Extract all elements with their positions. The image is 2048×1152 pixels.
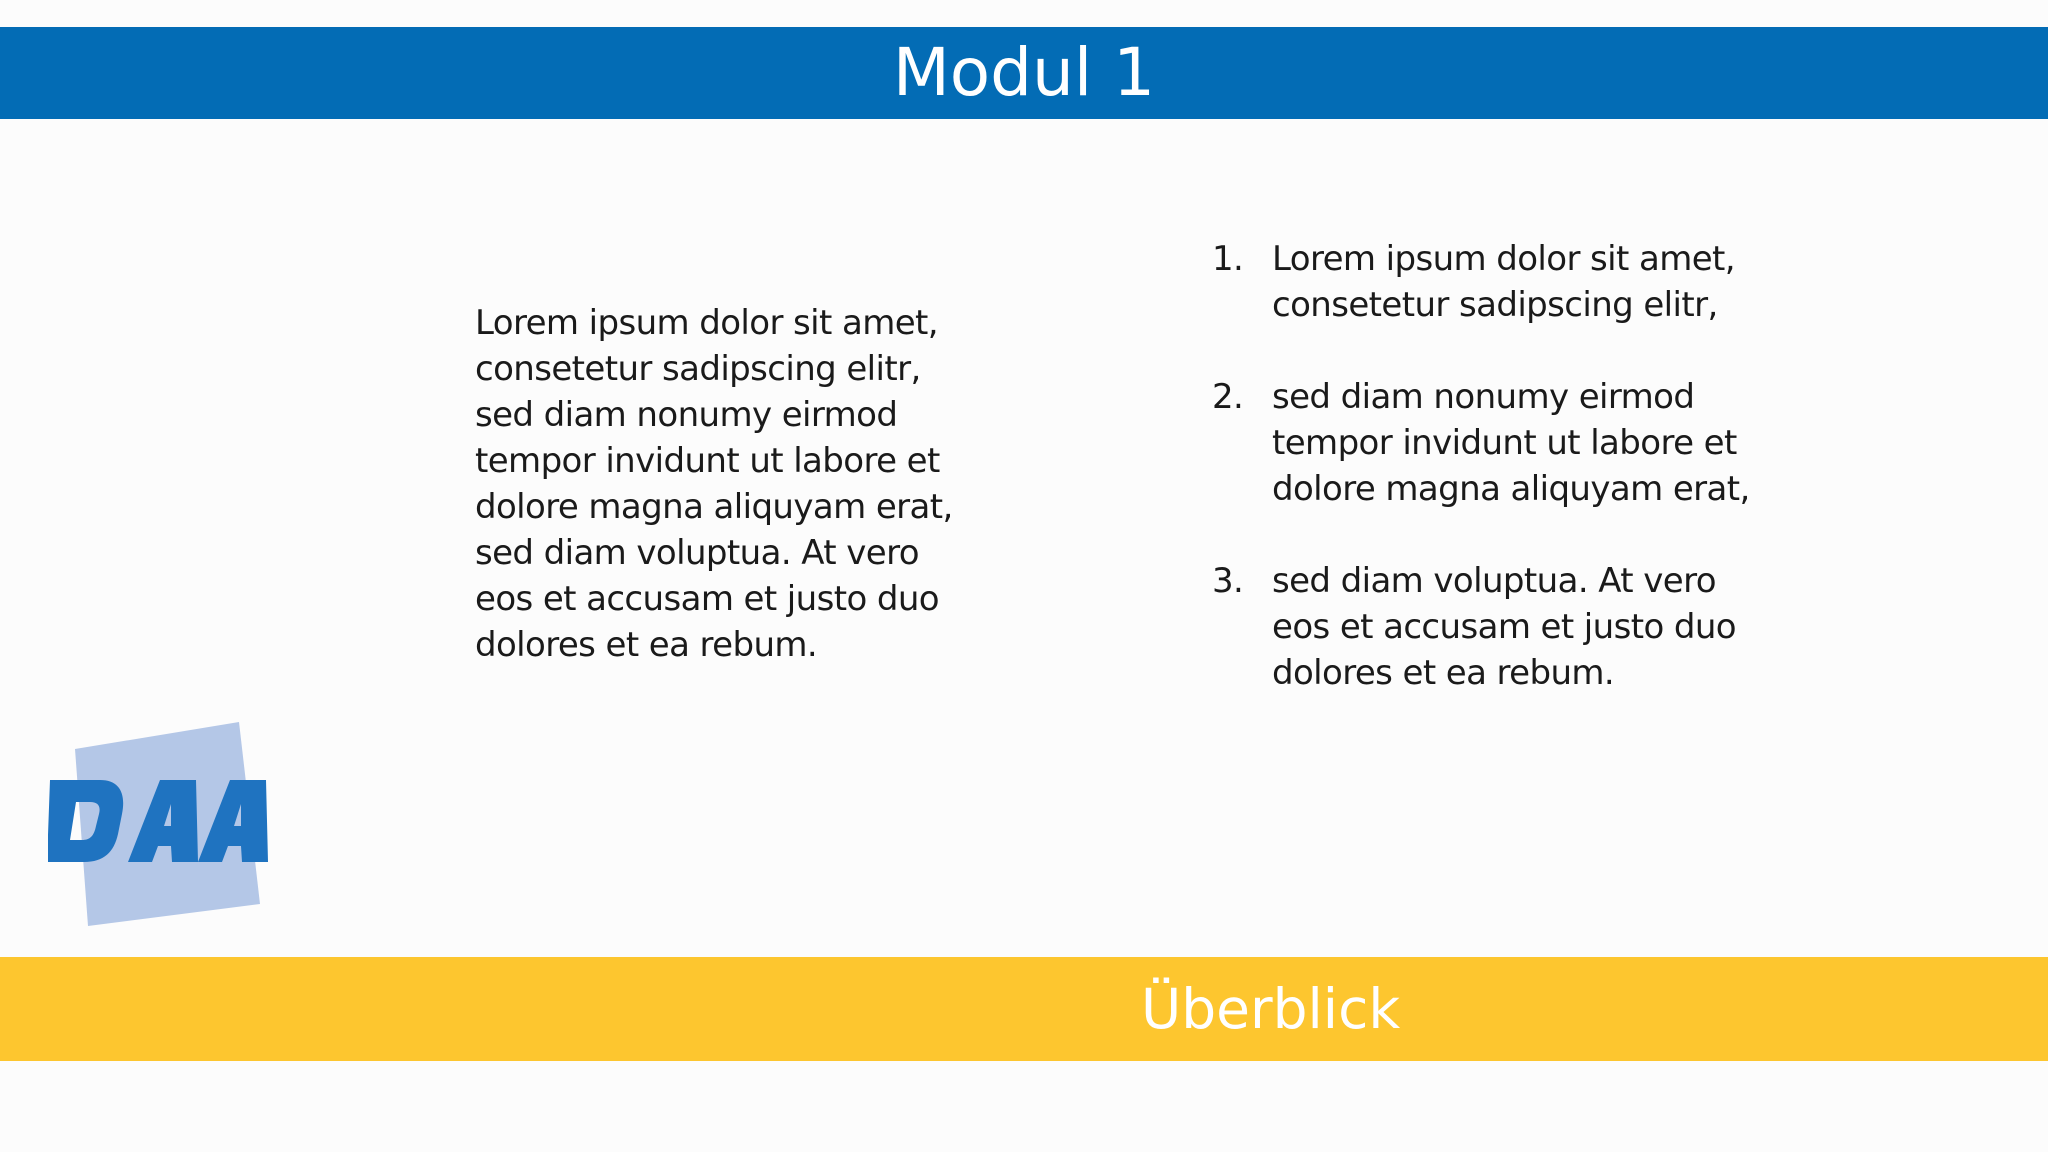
daa-logo-icon: [48, 722, 278, 932]
list-text: sed diam nonumy eirmod tempor invidunt ut labore et dolore magna aliquyam erat,: [1272, 377, 1750, 509]
slide-title: Modul 1: [892, 34, 1156, 111]
list-text: Lorem ipsum dolor sit amet, consetetur sadipscing elitr,: [1272, 239, 1735, 325]
body-paragraph: Lorem ipsum dolor sit amet, consetetur sadipscing elitr, sed diam nonumy eirmod tempor invidunt ut labore et dolore magna aliquyam erat, sed diam voluptua. At vero eos et accusam et justo duo dolores et ea rebum.: [475, 303, 953, 665]
list-number: 3.: [1212, 561, 1244, 601]
list-number: 2.: [1212, 377, 1244, 417]
list-item: [1212, 236, 1772, 328]
list-text: sed diam voluptua. At vero eos et accusam et justo duo dolores et ea rebum.: [1272, 561, 1736, 693]
list-item: [1212, 374, 1772, 512]
numbered-list: [1212, 236, 1772, 742]
list-number: 1.: [1212, 239, 1244, 279]
list-item: [1212, 558, 1772, 696]
footer-band: [0, 957, 2048, 1061]
footer-label: Überblick: [1141, 977, 1401, 1041]
